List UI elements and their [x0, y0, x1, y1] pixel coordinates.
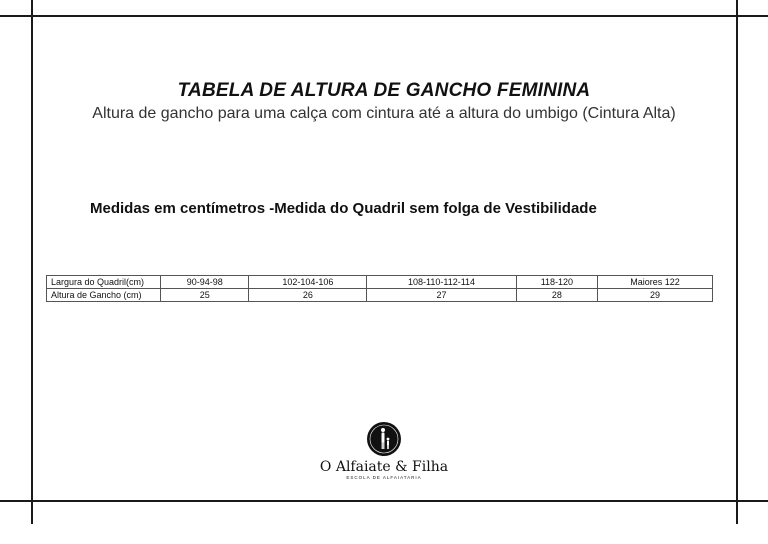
table-cell: 26 — [249, 289, 367, 302]
frame-left-line — [31, 0, 33, 524]
row-header-rise-height: Altura de Gancho (cm) — [47, 289, 161, 302]
frame-top-line — [0, 15, 768, 17]
tailor-figures-icon — [366, 421, 402, 457]
row-header-hip-width: Largura do Quadril(cm) — [47, 276, 161, 289]
table-cell: 29 — [598, 289, 713, 302]
page-title: TABELA DE ALTURA DE GANCHO FEMININA — [177, 80, 591, 101]
table-cell: 102-104-106 — [249, 276, 367, 289]
table-row — [47, 289, 713, 302]
table-cell: 118-120 — [516, 276, 597, 289]
logo-wordmark: O Alfaiate & Filha — [319, 459, 449, 475]
section-heading: Medidas em centímetros -Medida do Quadril sem folga de Vestibilidade — [90, 200, 597, 217]
table-cell: 90-94-98 — [161, 276, 249, 289]
table-cell: 108-110-112-114 — [367, 276, 516, 289]
size-table — [46, 275, 713, 302]
brand-logo — [318, 421, 450, 481]
frame-right-line — [736, 0, 738, 524]
table-cell: Maiores 122 — [598, 276, 713, 289]
table-cell: 27 — [367, 289, 516, 302]
page-subtitle: Altura de gancho para uma calça com cintura até a altura do umbigo (Cintura Alta) — [92, 105, 676, 122]
table-cell: 25 — [161, 289, 249, 302]
logo-tagline: ESCOLA DE ALFAIATARIA — [346, 475, 422, 480]
frame-bottom-line — [0, 500, 768, 502]
table-cell: 28 — [516, 289, 597, 302]
table-row — [47, 276, 713, 289]
